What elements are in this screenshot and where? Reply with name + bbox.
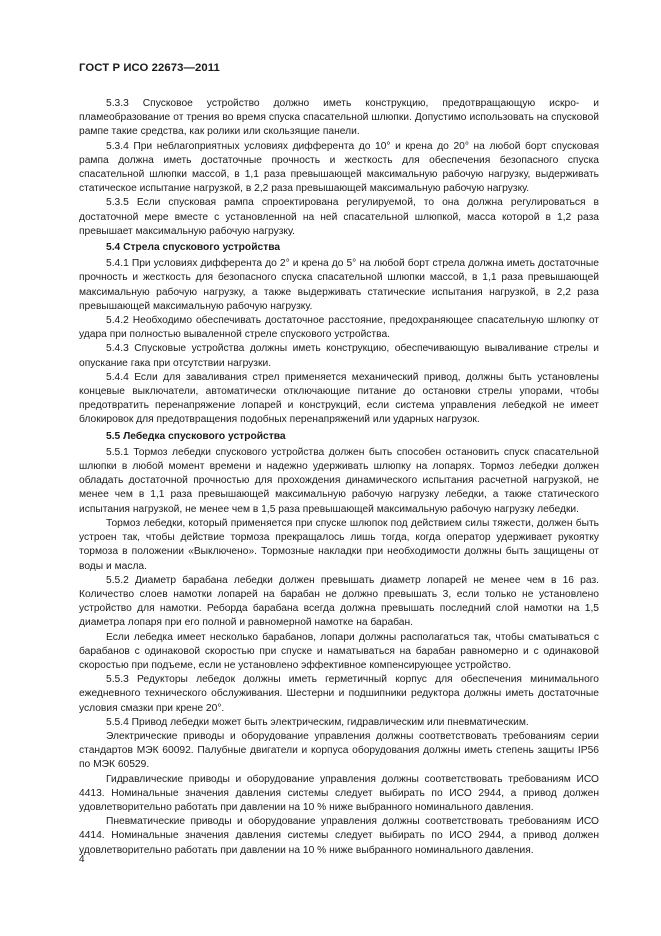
paragraph-5-5-2-drums: Если лебедка имеет несколько барабанов, лопари должны располагаться так, чтобы сматываться с барабанов с одинаковой скоростью при спуске и наматываться на барабан равномерно и с одинаковой скоростью при подъеме, если не установлено эффективное компенсирующее устройство. [79,631,599,671]
paragraph-5-3-4: 5.3.4 При неблагоприятных условиях дифферента до 10° и крена до 20° на любой борт спусковая рампа должна иметь достаточные прочность и жесткость для обеспечения безопасного спуска спасательной шлюпки массой, в 1,1 раза превышающей максимальную рабочую нагрузку, выдерживать статическое испытание нагрузкой, в 2,2 раза превышающей максимальную рабочую нагрузку. [79,140,599,195]
section-heading-5-5: 5.5 Лебедка спускового устройства [106,430,286,442]
paragraph-5-5-1: 5.5.1 Тормоз лебедки спускового устройства должен быть способен остановить спуск спасательной шлюпки в любой момент времени и надежно удерживать шлюпку на лопарях. Тормоз лебедки должен обладать достаточной прочностью для прохождения динамического испытания расчетной нагрузкой, не менее чем в 1,1 раза превышающей максимальную рабочую нагрузку лебедки, а также статического испытания нагрузкой, не менее чем в 1,5 раза превышающей максимальную рабочую нагрузку лебедки. [79,446,599,515]
paragraph-5-4-4: 5.4.4 Если для заваливания стрел применяется механический привод, должны быть установлены концевые выключатели, автоматически отключающие питание до остановки стрелы упорами, чтобы предотвратить перенапряжение лопарей и конструкций, если система управления лебедкой не имеет блокировок для предотвращения подобных перенапряжений или ударных нагрузок. [79,371,599,426]
paragraph-electric-drives: Электрические приводы и оборудование управления должны соответствовать требованиям серии стандартов МЭК 60092. Палубные двигатели и корпуса оборудования должны иметь степень защиты IP56 по МЭК 60529. [79,730,599,771]
paragraph-5-5-1-brake: Тормоз лебедки, который применяется при спуске шлюпок под действием силы тяжести, должен быть устроен так, чтобы действие тормоза прекращалось лишь тогда, когда оператор удерживает рукоятку тормоза в положении «Выключено». Тормозные накладки при необходимости должны быть защищены от воды и масла. [79,517,599,572]
paragraph-5-5-2: 5.5.2 Диаметр барабана лебедки должен превышать диаметр лопарей не менее чем в 16 раз. Количество слоев намотки лопарей на барабан не должно превышать 3, если только не установлено устройство для намотки. Реборда барабана всегда должна превышать последний слой намотки на 1,5 диаметра лопаря при его полной и равномерной намотке на барабан. [79,574,599,629]
page-number: 4 [79,854,85,865]
section-heading-5-4: 5.4 Стрела спускового устройства [106,242,281,254]
paragraph-5-4-3: 5.4.3 Спусковые устройства должны иметь конструкцию, обеспечивающую вываливание стрелы и опускание гака при отсутствии нагрузки. [79,343,599,369]
paragraph-5-4-2: 5.4.2 Необходимо обеспечивать достаточное расстояние, предохраняющее спасательную шлюпку от удара при полностью вываленной стреле спускового устройства. [79,315,599,341]
paragraph-pneumatic-drives: Пневматические приводы и оборудование управления должны соответствовать требованиям ИСО 4414. Номинальные значения давления системы следует выбирать по ИСО 2944, а привод должен удовлетворительно работать при давлении на 10 % ниже выбранного номинального давления. [79,816,599,856]
paragraph-5-5-4: 5.5.4 Привод лебедки может быть электрическим, гидравлическим или пневматическим. [106,716,529,728]
document-header: ГОСТ Р ИСО 22673—2011 [79,62,220,74]
paragraph-hydraulic-drives: Гидравлические приводы и оборудование управления должны соответствовать требованиям ИСО 4413. Номинальные значения давления системы следует выбирать по ИСО 2944, а привод должен удовлетворительно работать при давлении на 10 % ниже выбранного номинального давления. [79,773,599,813]
paragraph-5-4-1: 5.4.1 При условиях дифферента до 2° и крена до 5° на любой борт стрела должна иметь достаточные прочность и жесткость для безопасного спуска спасательной шлюпки массой, в 1,1 раза превышающей максимальную рабочую нагрузку, а также выдерживать статические испытания нагрузкой, в 2,2 раза превышающей максимальную рабочую нагрузку. [79,258,599,312]
paragraph-5-3-5: 5.3.5 Если спусковая рампа спроектирована регулируемой, то она должна регулироваться в достаточной мере вместе с установленной на ней спасательной шлюпкой, масса которой в 1,2 раза превышает максимальную рабочую нагрузку. [79,197,599,237]
paragraph-5-3-3: 5.3.3 Спусковое устройство должно иметь конструкцию, предотвращающую искро- и пламеобразование от трения во время спуска спасательной шлюпки. Допустимо использовать на спусковой рампе такие средства, как ролики или скользящие панели. [79,98,599,138]
paragraph-5-5-3: 5.5.3 Редукторы лебедок должны иметь герметичный корпус для обеспечения минимального ежедневного технического обслуживания. Шестерни и подшипники редуктора должны иметь достаточные условия смазки при крене 20°. [79,674,599,714]
document-body [79,97,599,858]
